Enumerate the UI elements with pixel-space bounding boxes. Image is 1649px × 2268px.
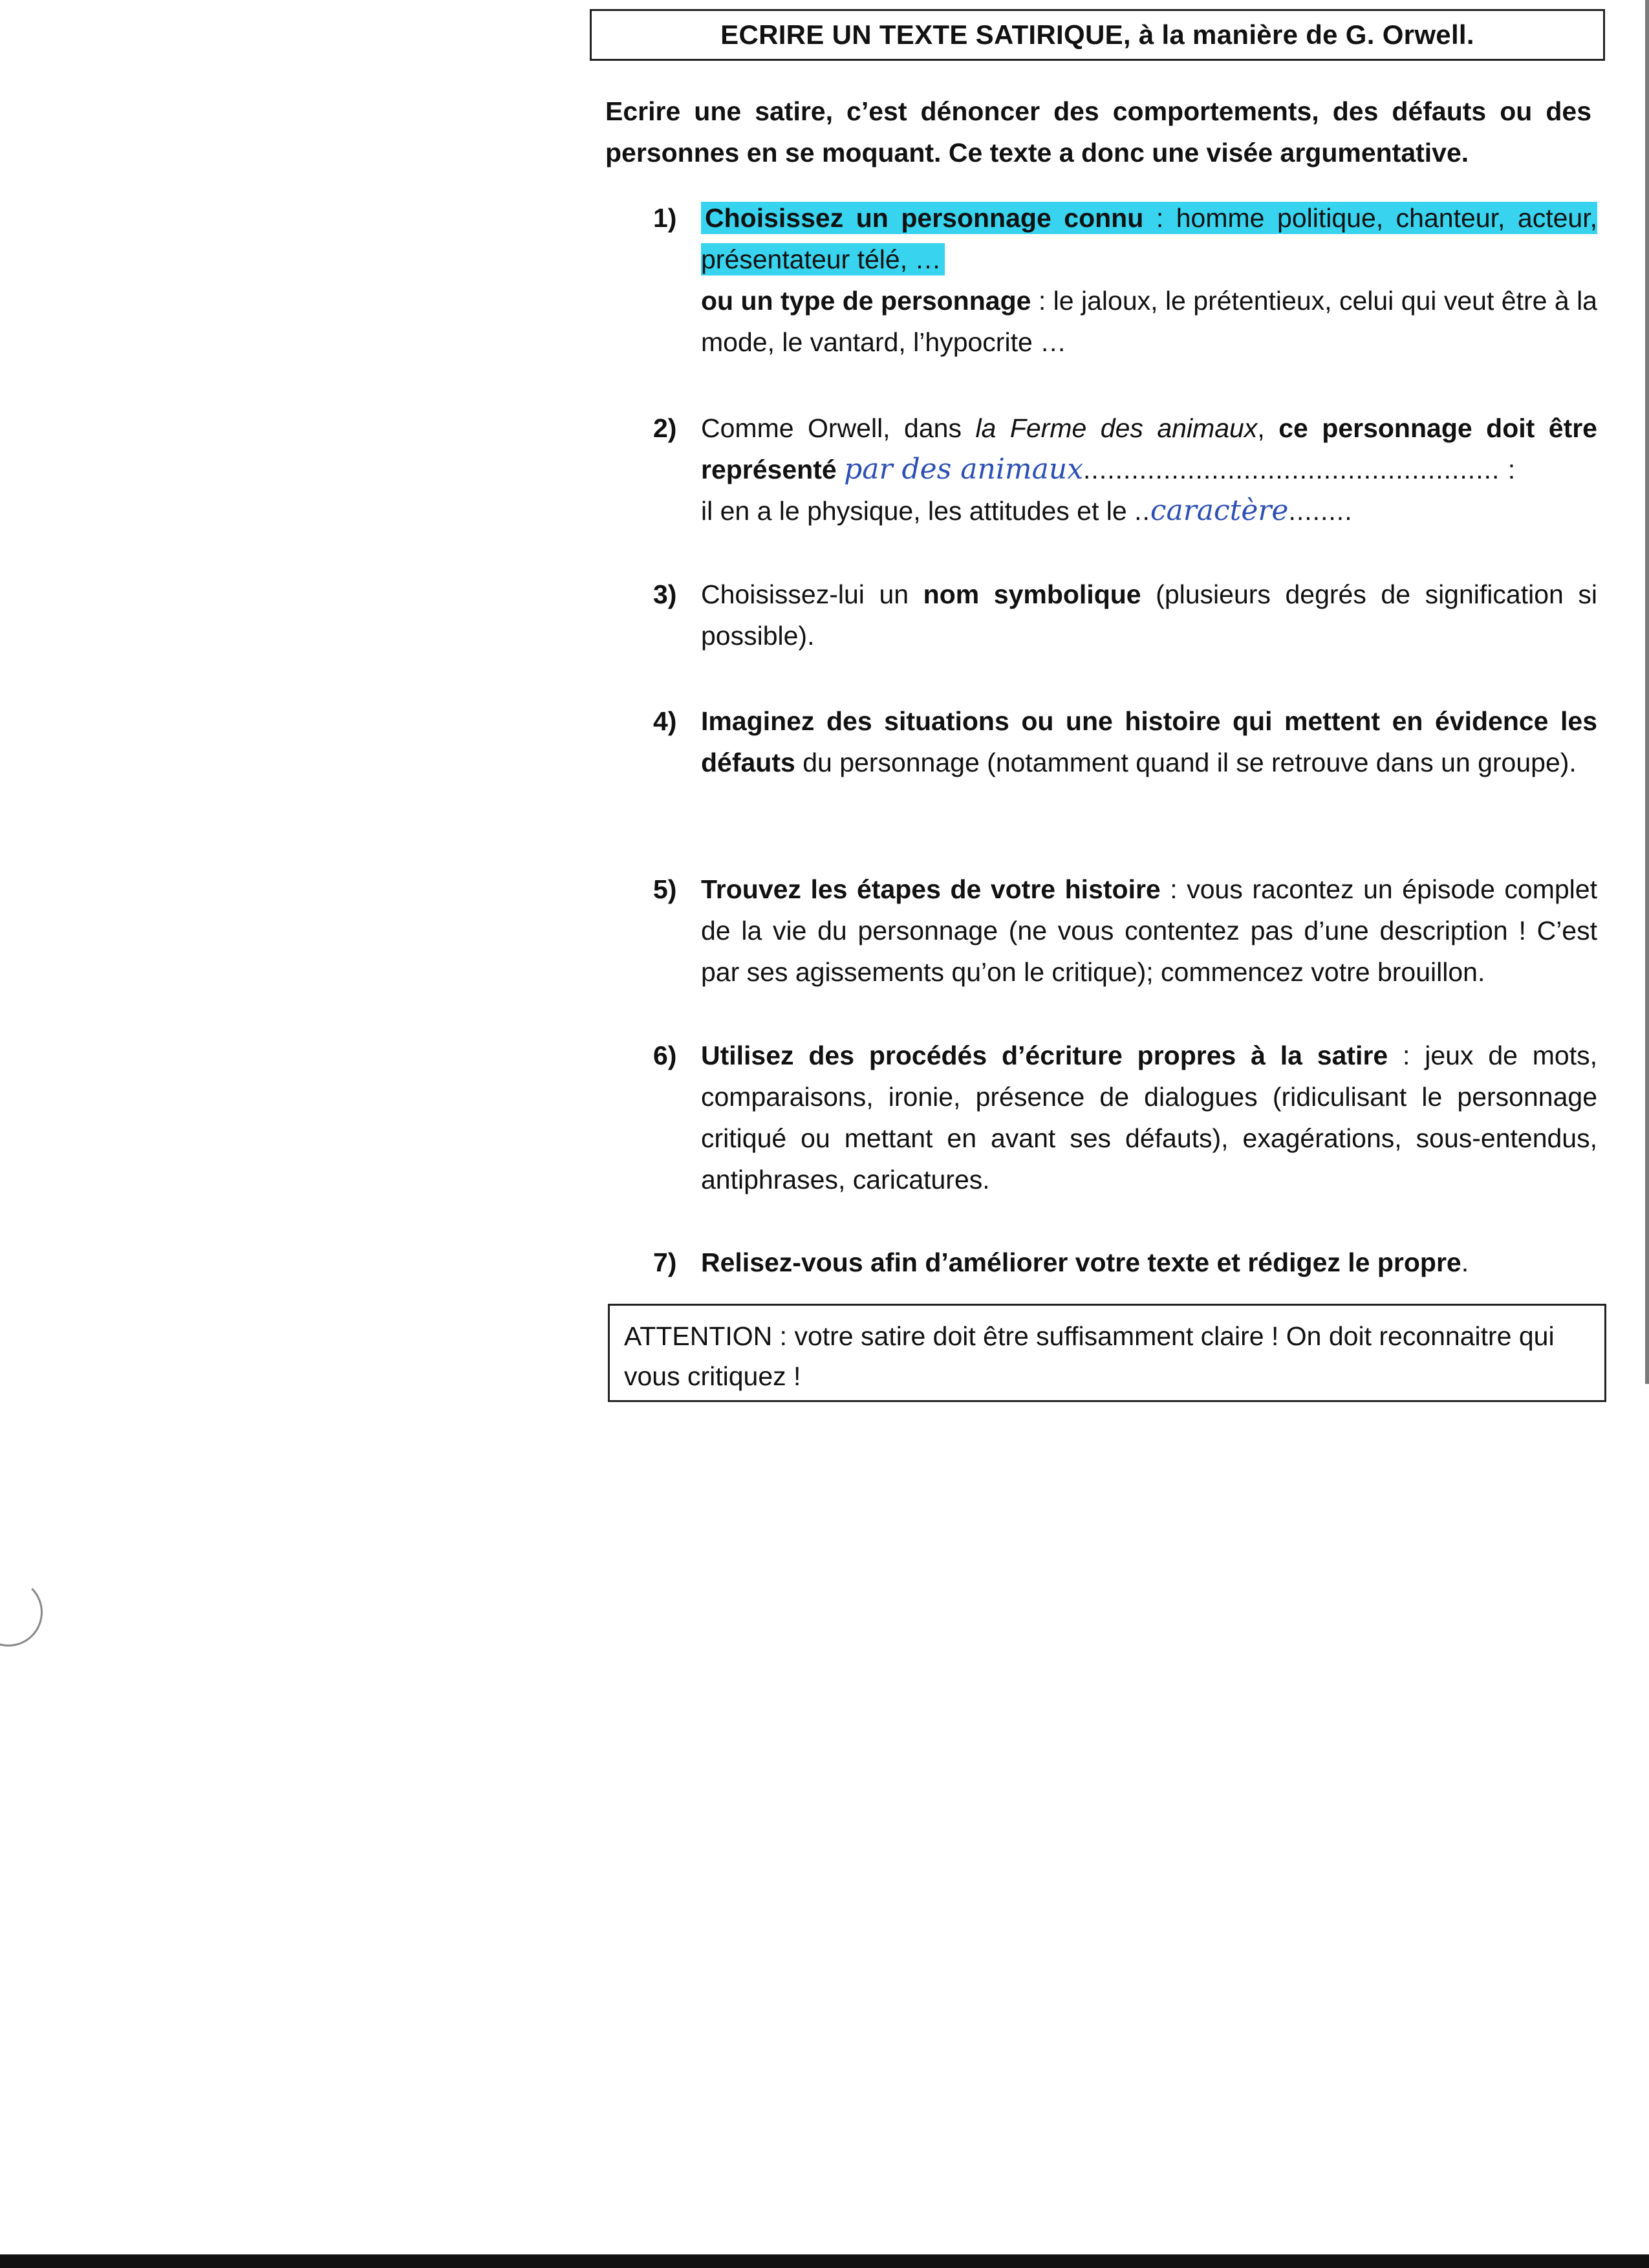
item-text: , [1257,413,1279,443]
item-bold-text: ce personnage doit être représenté [701,413,1597,484]
item-bold-text: Choisissez un personnage connu [705,203,1144,233]
binder-hole-mark [0,1578,43,1647]
item-bold-text: Trouvez les étapes de votre histoire [701,874,1161,904]
item-bold-text: Utilisez des procédés d’écriture propres à la satire [701,1041,1388,1070]
intro-paragraph: Ecrire une satire, c’est dénoncer des comportements, des défauts ou des personnes en se moquant. Ce texte a donc une visée argumentative. [605,96,1591,167]
item-text: du personnage (notamment quand il se retrouve dans un groupe). [795,748,1577,777]
item-italic-text: la Ferme des animaux [975,413,1258,443]
item-text: . [1461,1247,1469,1277]
scan-edge-bottom [0,2254,1649,2268]
item-body [701,700,1597,783]
item-body [701,407,1597,532]
attention-box: ATTENTION : votre satire doit être suffisamment claire ! On doit reconnaitre qui vous critiquez ! [608,1304,1606,1402]
dotted-line: .................................................... : [1083,455,1516,484]
item-text: : jeux de mots, comparaisons, ironie, présence de dialogues (ridiculisant le personnage critiqué ou mettant en avant ses défauts), exagérations, sous-entendus, antiphrases, caricatures. [701,1041,1597,1194]
item-text: : vous racontez un épisode complet de la vie du personnage (ne vous contentez pas d’une description ! C’est par ses agissements qu’on le critique); commencez votre brouillon. [701,874,1597,987]
item-number: 4) [653,706,677,736]
item-body [701,574,1597,656]
handwritten-answer-1: par des animaux [844,453,1084,486]
item-text: Choisissez-lui un [701,579,923,609]
dotted-line: .. [1134,496,1150,526]
item-bold-text: Imaginez des situations ou une histoire qui mettent en évidence les défauts [701,706,1597,777]
item-text: il en a le physique, les attitudes et le [701,496,1135,526]
item-bold-text: Relisez-vous afin d’améliorer votre texte et rédigez le propre [701,1247,1461,1277]
dotted-line: ........ [1288,496,1353,526]
item-body [701,1035,1597,1200]
item-bold-text: ou un type de personnage [701,286,1031,316]
item-bold-text: nom symbolique [923,579,1141,609]
item-text: : le jaloux, le prétentieux, celui qui veut être à la mode, le vantard, l’hypocrite … [701,286,1597,357]
item-text: (plusieurs degrés de signification si possible). [701,579,1597,651]
item-number: 6) [653,1041,677,1070]
item-body [701,869,1597,993]
item-number: 2) [653,413,677,443]
item-body [701,197,1597,363]
scan-edge-right [1645,0,1649,1384]
highlighted-text [701,202,1597,275]
item-text: Comme Orwell, dans [701,413,976,443]
item-number: 1) [653,203,677,233]
item-text: : homme politique, chanteur, acteur, présentateur télé, … [701,203,1597,274]
item-number: 3) [653,579,677,609]
document-title: ECRIRE UN TEXTE SATIRIQUE, à la manière de G. Orwell. [590,9,1605,61]
item-number: 5) [653,874,677,904]
item-body [701,1242,1597,1283]
handwritten-answer-2: caractère [1150,494,1289,527]
item-number: 7) [653,1247,677,1277]
